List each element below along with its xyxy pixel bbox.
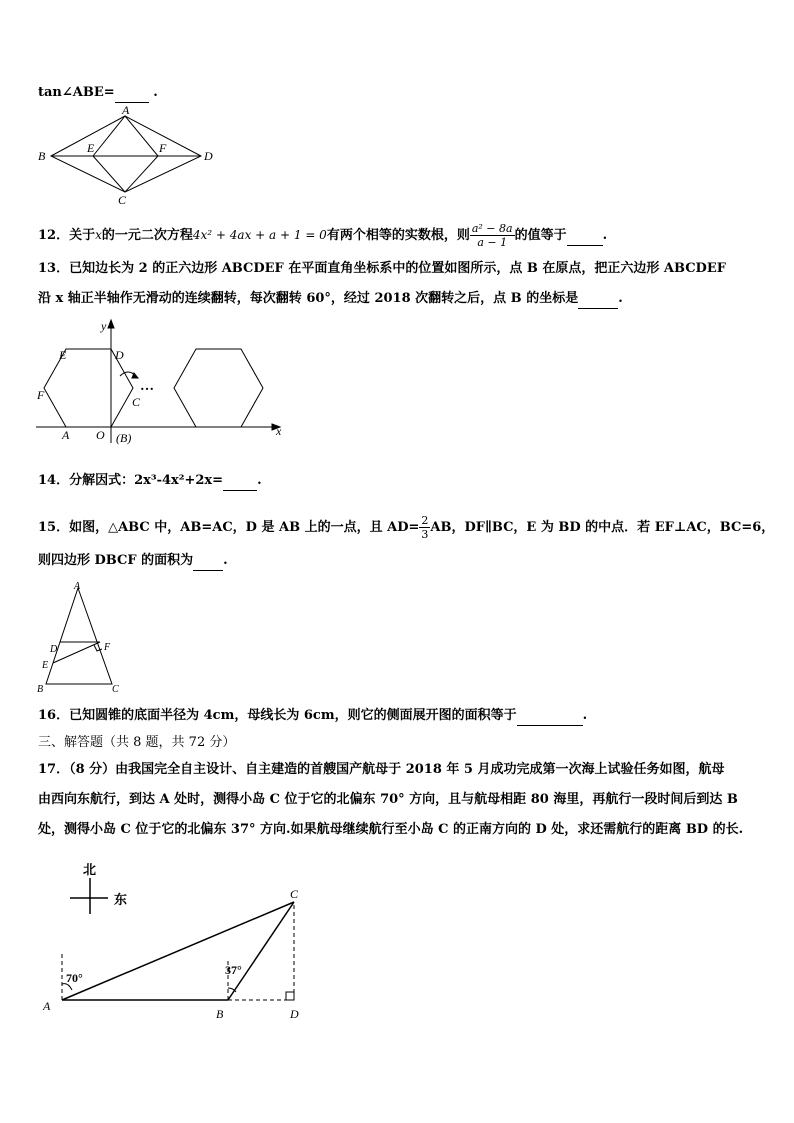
q15-text: 则四边形 DBCF 的面积为 xyxy=(38,553,194,568)
q15-fraction xyxy=(419,514,430,541)
q16-prompt: 16．已知圆锥的底面半径为 4cm，母线长为 6cm，则它的侧面展开图的面积等于 xyxy=(38,708,517,723)
label-F: F xyxy=(159,141,167,155)
q16-text xyxy=(38,707,587,726)
numerator: a² − 8a xyxy=(471,222,513,235)
ellipsis: … xyxy=(140,379,154,394)
denominator: 3 xyxy=(421,528,429,541)
angle-70-label: 70° xyxy=(66,971,83,985)
q14-prompt: 14．分解因式：2x³-4x²+2x= xyxy=(38,473,224,488)
axis-y-label: y xyxy=(101,319,107,333)
label-D: D xyxy=(115,348,124,362)
q17-navigation-figure xyxy=(38,858,318,1028)
var-x: x xyxy=(95,228,102,242)
period: . xyxy=(602,228,608,243)
q15-text-a: 15．如图，△ABC 中，AB=AC，D 是 AB 上的一点，且 AD= xyxy=(38,520,420,535)
q17-line3: 处，测得小岛 C 位于它的北偏东 37° 方向.如果航母继续航行至小岛 C 的正南方向的 D 处，求还需航行的距离 BD 的长. xyxy=(38,822,744,837)
q17-line2: 由西向东航行，到达 A 处时，测得小岛 C 位于它的北偏东 70° 方向，且与航母相距 80 海里，再航行一段时间后到达 B xyxy=(38,792,738,807)
answer-blank[interactable] xyxy=(193,552,223,571)
q14-text xyxy=(38,472,262,491)
answer-blank[interactable] xyxy=(517,707,583,726)
period: . xyxy=(582,708,588,723)
q12-mid: 的一元二次方程 xyxy=(101,228,193,243)
numerator: 2 xyxy=(421,514,429,527)
label-C: C xyxy=(290,887,299,901)
answer-blank[interactable] xyxy=(578,290,618,309)
q11-prompt: tan∠ABE= xyxy=(38,85,115,100)
label-A: A xyxy=(74,581,81,592)
answer-blank[interactable] xyxy=(115,84,149,103)
q15-triangle-figure xyxy=(36,580,136,695)
label-B: B xyxy=(216,1007,224,1021)
q12-fraction xyxy=(470,222,515,249)
angle-37-label: 37° xyxy=(225,963,242,977)
label-D: D xyxy=(290,1007,299,1021)
label-E: E xyxy=(42,660,49,671)
north-label: 北 xyxy=(83,862,97,877)
label-A: A xyxy=(62,428,70,442)
q11-rhombus-figure xyxy=(38,103,228,207)
period: . xyxy=(618,291,623,306)
q13-hexagon-figure xyxy=(36,318,296,448)
label-F: F xyxy=(104,642,111,653)
label-C: C xyxy=(132,395,141,409)
q15-text-b: AB，DF∥BC，E 为 BD 的中点．若 EF⊥AC，BC=6， xyxy=(430,520,775,535)
label-E: E xyxy=(87,141,95,155)
period: . xyxy=(153,85,158,100)
label-C: C xyxy=(112,684,119,695)
q12-mid2: 有两个相等的实数根，则 xyxy=(326,228,470,243)
denominator: a − 1 xyxy=(477,236,508,249)
q12-prefix: 12．关于 xyxy=(38,228,96,243)
label-B: B xyxy=(37,684,44,695)
q13-line1: 13．已知边长为 2 的正六边形 ABCDEF 在平面直角坐标系中的位置如图所示，点 B 在原点，把正六边形 ABCDEF xyxy=(38,261,726,276)
period: . xyxy=(223,553,228,568)
label-B: (B) xyxy=(116,431,132,445)
answer-blank[interactable] xyxy=(223,472,257,491)
label-A: A xyxy=(122,103,130,117)
east-label: 东 xyxy=(114,892,128,907)
q11-text xyxy=(38,84,158,103)
label-F: F xyxy=(37,388,45,402)
axis-x-label: x xyxy=(276,424,282,438)
label-D: D xyxy=(204,149,213,163)
label-O: O xyxy=(96,428,105,442)
q12-post: 的值等于 xyxy=(514,228,567,243)
label-A: A xyxy=(43,999,51,1013)
q13-line2 xyxy=(38,290,623,309)
q13-text: 沿 x 轴正半轴作无滑动的连续翻转，每次翻转 60°，经过 2018 次翻转之后，点 B 的坐标是 xyxy=(38,291,579,306)
q15-line1 xyxy=(38,514,774,541)
label-D: D xyxy=(50,644,58,655)
label-C: C xyxy=(118,193,127,207)
label-E: E xyxy=(59,348,67,362)
answer-blank[interactable] xyxy=(567,227,603,246)
q12-equation: 4x² + 4ax + a + 1 = 0 xyxy=(192,228,327,242)
q12-text xyxy=(38,222,607,249)
section-heading: 三、解答题（共 8 题，共 72 分） xyxy=(38,735,236,750)
label-B: B xyxy=(38,149,46,163)
q17-line1: 17．（8 分）由我国完全自主设计、自主建造的首艘国产航母于 2018 年 5 月成功完成第一次海上试验任务如图，航母 xyxy=(38,762,725,777)
q15-line2 xyxy=(38,552,228,571)
period: . xyxy=(257,473,262,488)
